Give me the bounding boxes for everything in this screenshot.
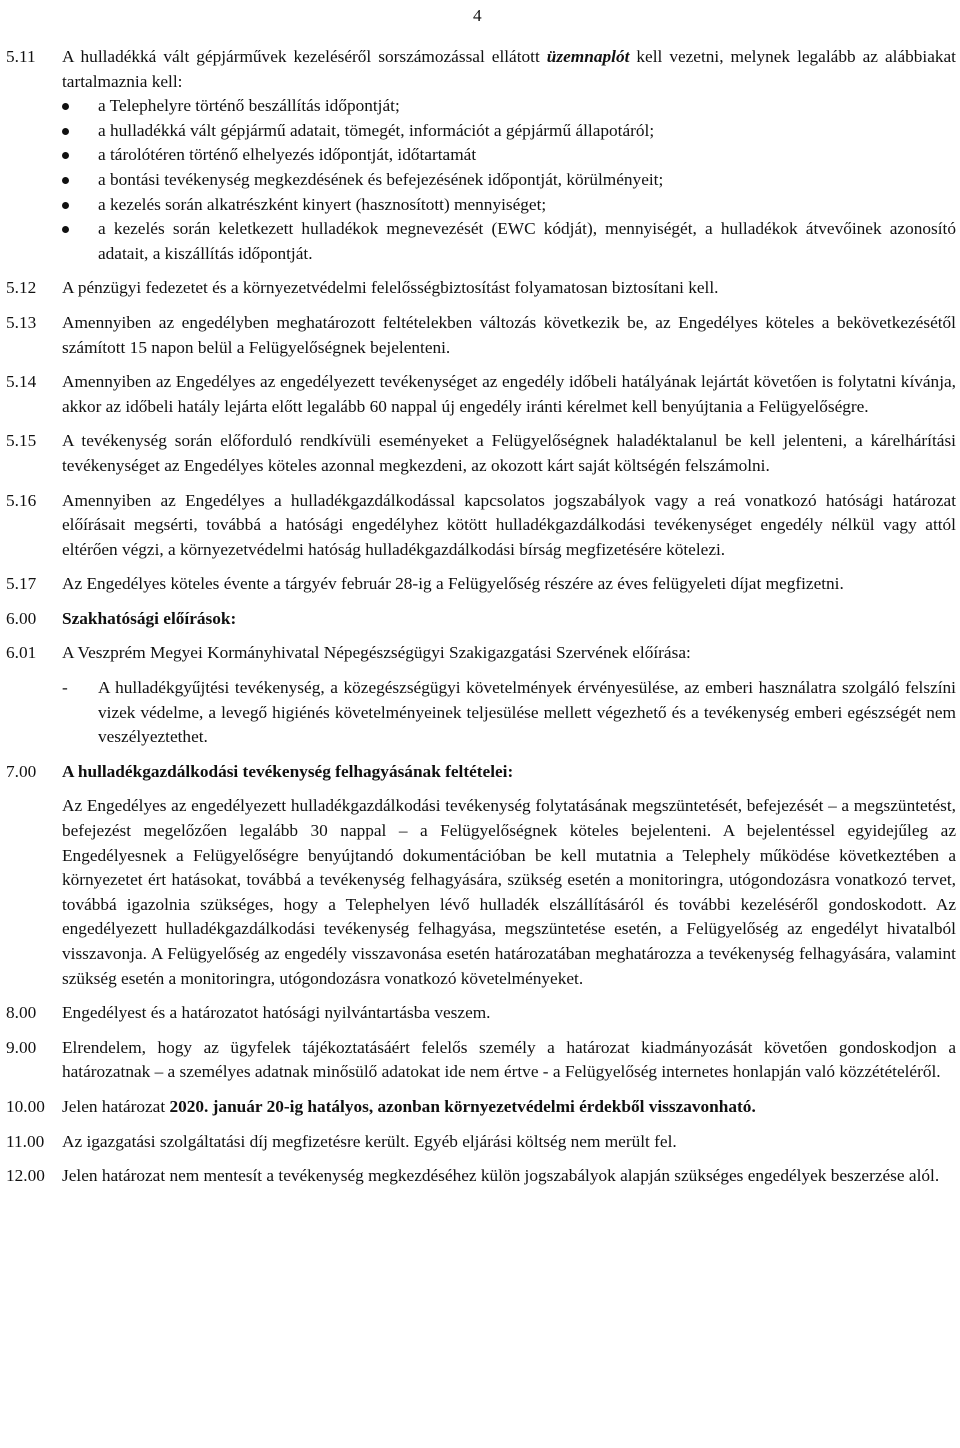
section-12-00 xyxy=(6,1164,956,1189)
bullet-list xyxy=(62,94,956,266)
section-8-00 xyxy=(6,1001,956,1026)
text-emphasis: 2020. január 20-ig hatályos, azonban környezetvédelmi érdekből visszavonható. xyxy=(169,1096,756,1116)
section-text: Engedélyest és a határozatot hatósági nyilvántartásba veszem. xyxy=(62,1003,491,1023)
section-text: Elrendelem, hogy az ügyfelek tájékoztatásáért felelős személy a határozat kiadmányozását követően gondoskodjon a határozatnak – a személyes adatnak minősülő adatokat ide nem értve - a Felügyelőség internetes honlapján való közzétételéről. xyxy=(62,1037,956,1082)
section-number: 5.16 xyxy=(6,490,37,510)
section-5-15 xyxy=(6,429,956,478)
section-5-14 xyxy=(6,370,956,419)
section-text: Amennyiben az Engedélyes az engedélyezett tevékenységet az engedély időbeli hatályának lejártát követően is folytatni kívánja, akkor az időbeli hatály lejárta előtt legalább 60 nappal új engedély iránti kérelmet kell benyújtania a Felügyelőségre. xyxy=(62,372,956,416)
section-text: Jelen határozat nem mentesít a tevékenység megkezdéséhez külön jogszabályok alapján szükséges engedélyek beszerzése alól. xyxy=(62,1166,940,1186)
dash-list xyxy=(62,676,956,750)
section-heading: A hulladékgazdálkodási tevékenység felhagyásának feltételei: xyxy=(62,761,514,781)
section-number: 5.11 xyxy=(6,47,36,66)
page-number: 4 xyxy=(473,6,482,25)
intro-part: kell vezetni, melynek legalább az alábbiakat tartalmaznia kell: xyxy=(62,47,956,91)
section-10-00 xyxy=(6,1095,956,1120)
list-item: a bontási tevékenység megkezdésének és befejezésének időpontját, körülményeit; xyxy=(62,168,956,193)
section-number: 6.01 xyxy=(6,643,37,663)
section-6-00 xyxy=(6,607,956,632)
section-number: 5.13 xyxy=(6,312,37,332)
section-number: 5.12 xyxy=(6,278,37,298)
section-heading: Szakhatósági előírások: xyxy=(62,608,237,628)
section-text xyxy=(62,760,956,991)
section-5-11 xyxy=(6,45,956,266)
section-text xyxy=(62,45,956,266)
section-number: 5.15 xyxy=(6,431,37,451)
section-intro xyxy=(62,45,956,94)
section-body: Az Engedélyes az engedélyezett hulladékgazdálkodási tevékenység folytatásának megszüntetését, befejezését – a megszüntetést, befejezést megelőzően legalább 30 nappal – a Felügyelőségnek köteles bejelenteni. A bejelentéssel egyidejűleg az Engedélyesnek a Felügyelőségre benyújtandó dokumentációban be kell mutatnia a Telephely működése következtében a környezetet ért hatásokat, továbbá a tevékenység felhagyására, szükség esetén a monitoringra, utógondozásra vonatkozó tervet, továbbá igazolnia szükséges, hogy a Telephelyen lévő hulladék elszállításáról és további kezeléséről gondoskodott. Az engedélyezett hulladékgazdálkodási tevékenység felhagyása, megszüntetése esetén, a Felügyelőség az engedélyt hivatalból visszavonja. A Felügyelőség az engedély visszavonása esetén határozatában meghatározza a tevékenység felhagyására, valamint szükség esetén a monitoringra, utógondozásra vonatkozó követelményeket. xyxy=(62,796,956,988)
section-text: Az igazgatási szolgáltatási díj megfizetésre került. Egyéb eljárási költség nem merült fel. xyxy=(62,1131,677,1151)
list-item: - A hulladékgyűjtési tevékenység, a közegészségügyi követelmények érvényesülése, az emberi használatra szolgáló felszíni vizek védelme, a levegő higiénés követelményeinek teljesülése mellett végezhető és a tevékenység emberi egészségét nem veszélyeztethet. xyxy=(62,676,956,750)
intro-part: A hulladékká vált gépjárművek kezeléséről sorszámozással ellátott xyxy=(62,47,547,66)
section-6-01 xyxy=(6,641,956,749)
section-number: 12.00 xyxy=(6,1166,45,1186)
section-text xyxy=(62,641,956,749)
section-number: 10.00 xyxy=(6,1096,45,1116)
list-item: a kezelés során alkatrészként kinyert (hasznosított) mennyiséget; xyxy=(62,193,956,218)
list-item: a Telephelyre történő beszállítás időpontját; xyxy=(62,94,956,119)
document-body xyxy=(6,45,956,1189)
section-number: 5.14 xyxy=(6,372,37,392)
section-text: Amennyiben az engedélyben meghatározott feltételekben változás következik be, az Engedélyes köteles a bekövetkezésétől számított 15 napon belül a Felügyelőségnek bejelenteni. xyxy=(62,312,956,357)
intro-emphasis: üzemnaplót xyxy=(546,47,630,66)
section-9-00 xyxy=(6,1036,956,1085)
section-number: 5.17 xyxy=(6,574,37,594)
section-number: 11.00 xyxy=(6,1131,45,1151)
list-item: a hulladékká vált gépjármű adatait, tömegét, információt a gépjármű állapotáról; xyxy=(62,119,956,144)
section-number: 8.00 xyxy=(6,1003,37,1023)
section-text: A tevékenység során előforduló rendkívüli eseményeket a Felügyelőségnek haladéktalanul be kell jelenteni, a kárelhárítási tevékenységet az Engedélyes köteles azonnal megkezdeni, az okozott kárt saját költségén felszámolni. xyxy=(62,431,956,475)
section-11-00 xyxy=(6,1130,956,1155)
section-5-12 xyxy=(6,276,956,301)
section-intro: A Veszprém Megyei Kormányhivatal Népegészségügyi Szakigazgatási Szervének előírása: xyxy=(62,643,691,663)
list-item: a tárolótéren történő elhelyezés időpontját, időtartamát xyxy=(62,143,956,168)
section-text xyxy=(62,1095,956,1120)
section-5-16 xyxy=(6,489,956,563)
section-5-13 xyxy=(6,311,956,360)
section-text: A pénzügyi fedezetet és a környezetvédelmi felelősségbiztosítást folyamatosan biztosítani kell. xyxy=(62,278,719,298)
section-number: 9.00 xyxy=(6,1037,37,1057)
section-text: Amennyiben az Engedélyes a hulladékgazdálkodással kapcsolatos jogszabályok vagy a reá vonatkozó hatósági határozat előírásait megsérti, továbbá a hatósági engedélyhez kötött hulladékgazdálkodási tevékenységet engedély nélkül vagy attól eltérően végzi, a környezetvédelmi hatóság hulladékgazdálkodási bírság megfizetésére kötelezi. xyxy=(62,490,956,559)
list-item: a kezelés során keletkezett hulladékok megnevezését (EWC kódját), mennyiségét, a hulladékok átvevőinek azonosító adatait, a kiszállítás időpontját. xyxy=(62,217,956,266)
text-part: Jelen határozat xyxy=(62,1096,170,1116)
section-number: 6.00 xyxy=(6,608,37,628)
section-text: Az Engedélyes köteles évente a tárgyév február 28-ig a Felügyelőség részére az éves felügyeleti díjat megfizetni. xyxy=(62,574,844,594)
section-7-00 xyxy=(6,760,956,991)
section-5-17 xyxy=(6,572,956,597)
section-number: 7.00 xyxy=(6,761,37,781)
